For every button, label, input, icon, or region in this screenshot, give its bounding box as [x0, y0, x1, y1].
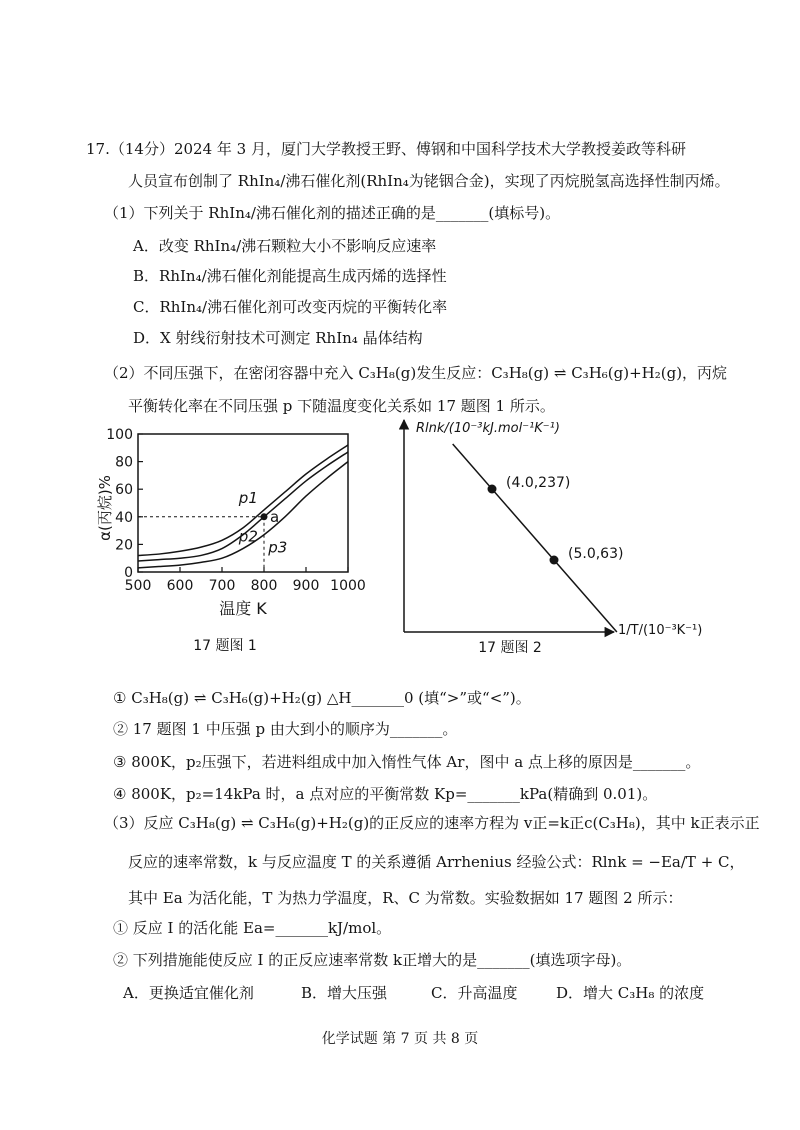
annotation-a-label: a — [270, 507, 280, 526]
part2-sub3: ③ 800K，p₂压强下，若进料组成中加入惰性气体 Ar，图中 a 点上移的原因是_______。 — [113, 753, 701, 771]
annotation-a-point — [261, 513, 268, 520]
y-tick-label-0: 0 — [124, 565, 133, 581]
figure-2-point-label-1: (4.0,237) — [506, 475, 571, 491]
part3-option-d: D．增大 C₃H₈ 的浓度 — [556, 984, 705, 1002]
figure-1-x-axis-label: 温度 K — [219, 599, 267, 618]
figure-2-data-line — [453, 444, 617, 632]
part2-sub1: ① C₃H₈(g) ⇌ C₃H₆(g)+H₂(g) △H_______0 (填“>”或“<”)。 — [113, 689, 531, 707]
curve-p3 — [138, 462, 348, 568]
x-tick-label-900: 900 — [292, 578, 320, 594]
x-tick-label-700: 700 — [208, 578, 236, 594]
figure-2-caption: 17 题图 2 — [478, 640, 542, 656]
page-footer: 化学试题 第 7 页 共 8 页 — [321, 1031, 479, 1047]
part3-option-c: C．升高温度 — [431, 984, 518, 1002]
part2-stem-line1: （2）不同压强下，在密闭容器中充入 C₃H₈(g)发生反应：C₃H₈(g) ⇌ C₃H₆(g)+H₂(g)，丙烷 — [104, 364, 728, 382]
part1-option-a: A．改变 RhIn₄/沸石颗粒大小不影响反应速率 — [133, 237, 437, 255]
y-tick-label-100: 100 — [106, 427, 133, 443]
y-tick-label-60: 60 — [115, 482, 133, 499]
curve-label-p2: p2 — [238, 527, 258, 546]
y-tick-label-40: 40 — [115, 509, 133, 526]
part1-option-d: D．X 射线衍射技术可测定 RhIn₄ 晶体结构 — [133, 329, 423, 347]
y-tick-label-20: 20 — [115, 537, 133, 554]
part3-sub2: ② 下列措施能使反应 Ⅰ 的正反应速率常数 k正增大的是_______(填选项字母)。 — [113, 951, 632, 969]
part3-sub1: ① 反应 Ⅰ 的活化能 Ea=_______kJ/mol。 — [113, 919, 392, 937]
part3-options — [123, 983, 704, 1003]
figure-1-caption: 17 题图 1 — [193, 638, 257, 654]
x-tick-label-800: 800 — [250, 578, 278, 594]
figure-2-chart — [392, 414, 712, 664]
part1-option-c: C．RhIn₄/沸石催化剂可改变丙烷的平衡转化率 — [133, 298, 448, 316]
part2-sub2: ② 17 题图 1 中压强 p 由大到小的顺序为_______。 — [113, 720, 458, 738]
figure-2-x-axis-label: 1/T/(10⁻³K⁻¹) — [618, 623, 703, 638]
x-tick-label-1000: 1000 — [330, 578, 366, 594]
curve-label-p3: p3 — [268, 538, 288, 557]
figure-2-point-label-2: (5.0,63) — [568, 546, 624, 562]
part3-option-a: A．更换适宜催化剂 — [123, 984, 254, 1002]
part3-stem-line2: 反应的速率常数，k 与反应温度 T 的关系遵循 Arrhenius 经验公式：Rlnk = −Ea/T + C， — [128, 853, 745, 871]
part3-stem-line1: （3）反应 C₃H₈(g) ⇌ C₃H₆(g)+H₂(g)的正反应的速率方程为 v正=k正c(C₃H₈)，其中 k正表示正 — [104, 814, 760, 832]
part2-sub4: ④ 800K，p₂=14kPa 时，a 点对应的平衡常数 Kp=_______kPa(精确到 0.01)。 — [113, 785, 658, 803]
figure-2-point-2 — [550, 556, 559, 565]
figure-1-chart — [90, 418, 370, 658]
part3-stem-line3: 其中 Ea 为活化能，T 为热力学温度，R、C 为常数。实验数据如 17 题图 2 所示： — [128, 889, 683, 907]
question-17-intro-line1: 17.（14分）2024 年 3 月，厦门大学教授王野、傅钢和中国科学技术大学教授姜政等科研 — [86, 140, 686, 158]
part1-stem: （1）下列关于 RhIn₄/沸石催化剂的描述正确的是_______(填标号)。 — [104, 204, 561, 222]
part1-option-b: B．RhIn₄/沸石催化剂能提高生成丙烯的选择性 — [133, 267, 447, 285]
question-17-intro-line2: 人员宣布创制了 RhIn₄/沸石催化剂(RhIn₄为铑铟合金)，实现了丙烷脱氢高选择性制丙烯。 — [128, 172, 730, 190]
part3-option-b: B．增大压强 — [301, 984, 388, 1002]
figure-2-point-1 — [488, 485, 497, 494]
curve-label-p1: p1 — [238, 489, 258, 507]
figure-2-y-axis-label: Rlnk/(10⁻³kJ.mol⁻¹K⁻¹) — [416, 421, 560, 436]
part2-stem-line2: 平衡转化率在不同压强 p 下随温度变化关系如 17 题图 1 所示。 — [128, 397, 555, 415]
x-tick-label-600: 600 — [166, 578, 194, 594]
figure-1-y-axis-label: α(丙烷)% — [96, 475, 114, 541]
y-tick-label-80: 80 — [115, 454, 133, 471]
x-tick-label-500: 500 — [124, 578, 152, 594]
